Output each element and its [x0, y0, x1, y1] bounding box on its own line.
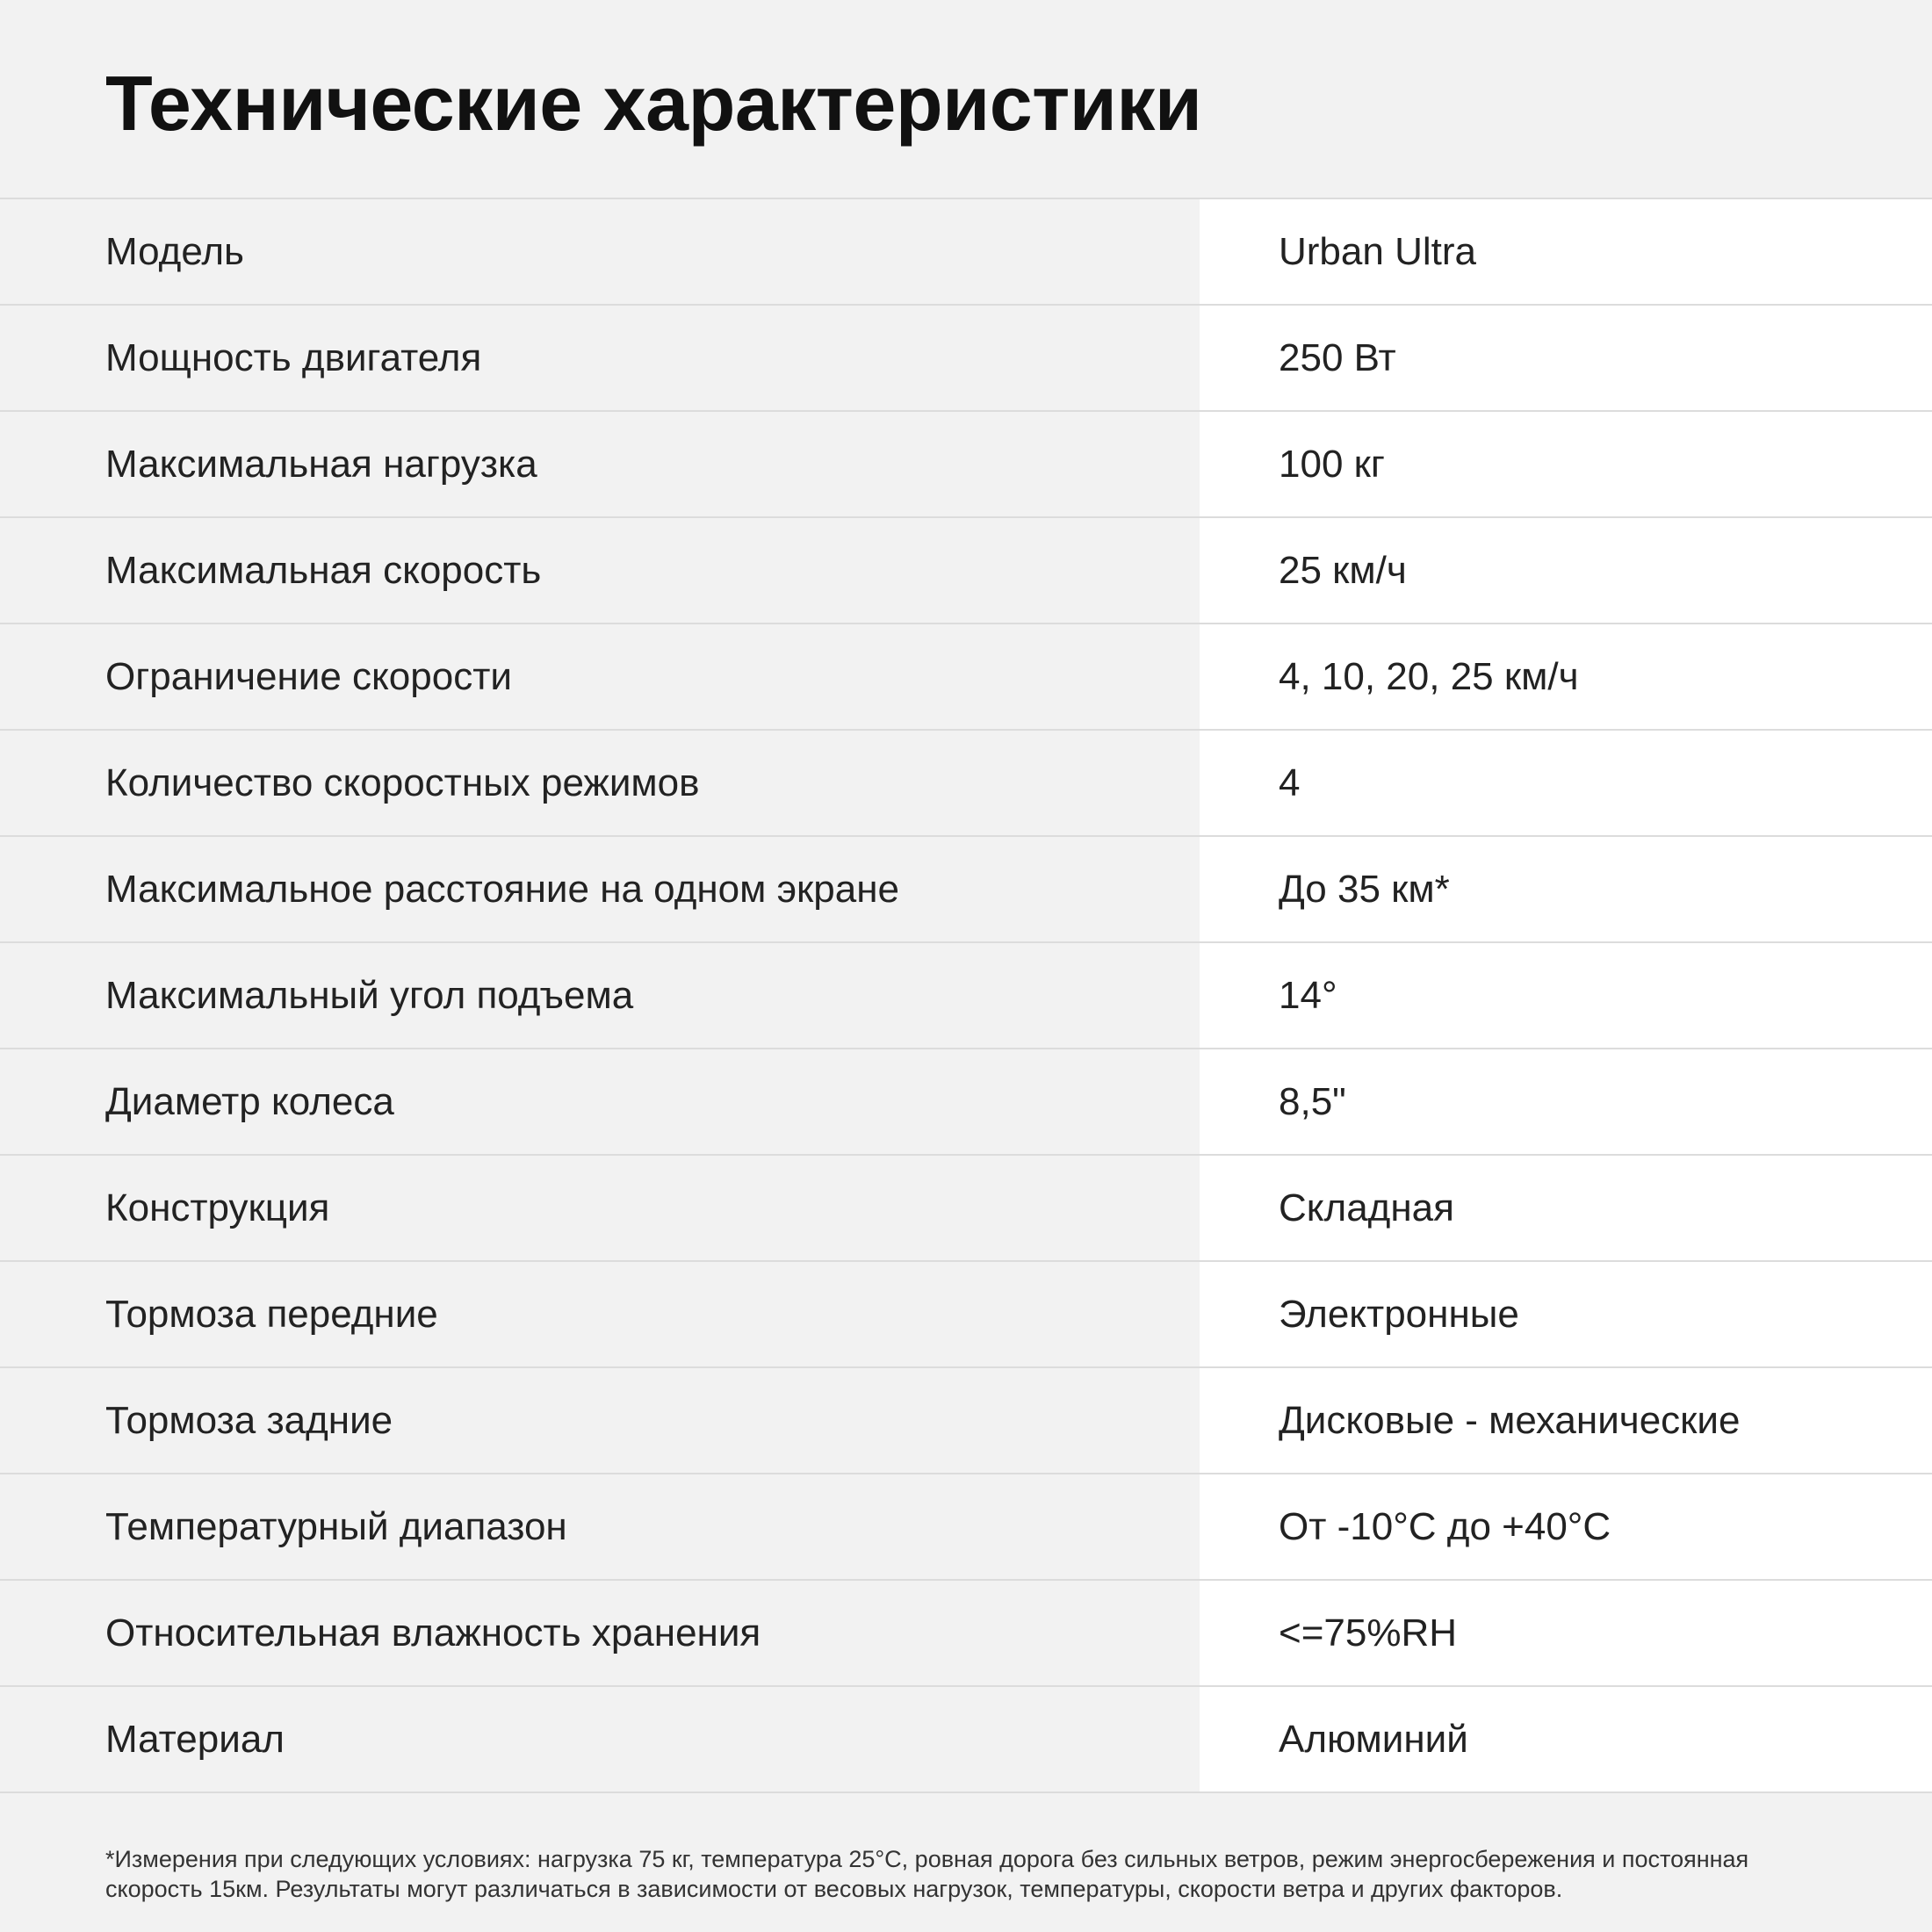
spec-label: Относительная влажность хранения [0, 1581, 1200, 1685]
spec-label: Температурный диапазон [0, 1474, 1200, 1579]
spec-row-max-load [0, 412, 1932, 518]
spec-label: Ограничение скорости [0, 624, 1200, 729]
spec-row-max-speed [0, 518, 1932, 624]
spec-table [0, 198, 1932, 1793]
spec-row-motor-power [0, 306, 1932, 412]
spec-label: Модель [0, 199, 1200, 304]
spec-value: 25 км/ч [1200, 518, 1932, 623]
spec-label: Мощность двигателя [0, 306, 1200, 410]
spec-value: Алюминий [1200, 1687, 1932, 1791]
spec-row-rear-brakes [0, 1368, 1932, 1474]
spec-label: Тормоза передние [0, 1262, 1200, 1366]
spec-label: Количество скоростных режимов [0, 731, 1200, 835]
spec-row-wheel-diameter [0, 1049, 1932, 1156]
spec-value: Urban Ultra [1200, 199, 1932, 304]
spec-label: Диаметр колеса [0, 1049, 1200, 1154]
footnote: *Измерения при следующих условиях: нагрузка 75 кг, температура 25°С, ровная дорога без сильных ветров, режим энергосбережения и постоянная скорость 15км. Результаты могут различаться в зависимости от весовых нагрузок, температуры, скорости ветра и других факторов. [105, 1846, 1749, 1902]
spec-value: <=75%RH [1200, 1581, 1932, 1685]
spec-label: Максимальное расстояние на одном экране [0, 837, 1200, 941]
spec-label: Тормоза задние [0, 1368, 1200, 1473]
spec-row-temperature-range [0, 1474, 1932, 1581]
spec-value: Складная [1200, 1156, 1932, 1260]
spec-row-storage-humidity [0, 1581, 1932, 1687]
spec-value: 4, 10, 20, 25 км/ч [1200, 624, 1932, 729]
spec-row-speed-limit [0, 624, 1932, 731]
spec-label: Максимальный угол подъема [0, 943, 1200, 1048]
spec-row-max-range [0, 837, 1932, 943]
spec-row-max-climb-angle [0, 943, 1932, 1049]
spec-value: До 35 км* [1200, 837, 1932, 941]
spec-value: 8,5" [1200, 1049, 1932, 1154]
spec-value: От -10°С до +40°С [1200, 1474, 1932, 1579]
spec-label: Материал [0, 1687, 1200, 1791]
page-title: Технические характеристики [105, 60, 1202, 147]
spec-row-model [0, 199, 1932, 306]
spec-value: 250 Вт [1200, 306, 1932, 410]
spec-value: Дисковые - механические [1200, 1368, 1932, 1473]
spec-label: Максимальная нагрузка [0, 412, 1200, 516]
spec-label: Конструкция [0, 1156, 1200, 1260]
spec-value: 4 [1200, 731, 1932, 835]
spec-row-speed-modes [0, 731, 1932, 837]
spec-value: 14° [1200, 943, 1932, 1048]
spec-value: Электронные [1200, 1262, 1932, 1366]
spec-row-construction [0, 1156, 1932, 1262]
spec-label: Максимальная скорость [0, 518, 1200, 623]
spec-value: 100 кг [1200, 412, 1932, 516]
spec-row-front-brakes [0, 1262, 1932, 1368]
spec-row-material [0, 1687, 1932, 1793]
